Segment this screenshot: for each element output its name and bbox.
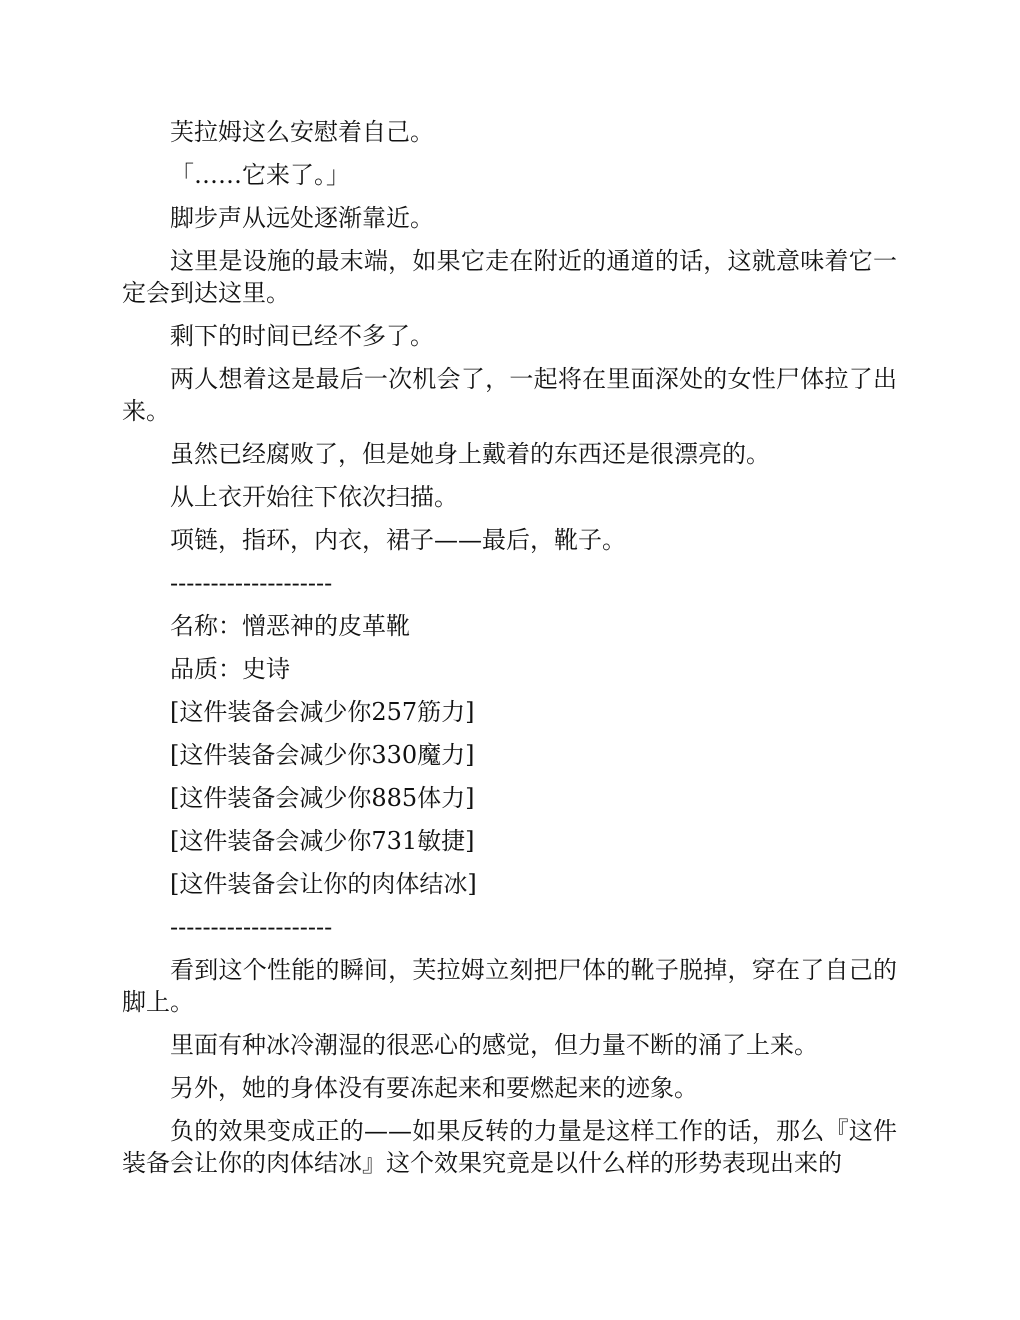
separator-line: -------------------- [170, 569, 333, 597]
paragraph: 负的效果变成正的——如果反转的力量是这样工作的话，那么『这件装备会让你的肉体结冰』这个效果究竟是以什么样的形势表现出来的 [122, 1117, 897, 1177]
paragraph: 两人想着这是最后一次机会了，一起将在里面深处的女性尸体拉了出来。 [122, 365, 897, 425]
item-effect: [这件装备会减少你731敏捷] [170, 827, 475, 855]
item-name: 名称：憎恶神的皮革靴 [170, 612, 410, 640]
item-quality: 品质：史诗 [170, 655, 290, 683]
document-body [122, 116, 897, 1179]
paragraph: 从上衣开始往下依次扫描。 [170, 483, 458, 511]
paragraph: 「……它来了。」 [170, 161, 350, 189]
item-effect: [这件装备会减少你885体力] [170, 784, 475, 812]
paragraph: 芙拉姆这么安慰着自己。 [170, 118, 434, 146]
item-effect: [这件装备会减少你330魔力] [170, 741, 475, 769]
paragraph: 虽然已经腐败了，但是她身上戴着的东西还是很漂亮的。 [170, 440, 770, 468]
separator-line: -------------------- [170, 913, 333, 941]
item-effect: [这件装备会让你的肉体结冰] [170, 870, 477, 898]
paragraph: 另外，她的身体没有要冻起来和要燃起来的迹象。 [170, 1074, 698, 1102]
paragraph: 里面有种冰冷潮湿的很恶心的感觉，但力量不断的涌了上来。 [170, 1031, 818, 1059]
paragraph: 脚步声从远处逐渐靠近。 [170, 204, 434, 232]
item-effect: [这件装备会减少你257筋力] [170, 698, 475, 726]
paragraph: 这里是设施的最末端，如果它走在附近的通道的话，这就意味着它一定会到达这里。 [122, 247, 897, 307]
paragraph: 看到这个性能的瞬间，芙拉姆立刻把尸体的靴子脱掉，穿在了自己的脚上。 [122, 956, 897, 1016]
paragraph: 项链，指环，内衣，裙子——最后，靴子。 [170, 526, 626, 554]
paragraph: 剩下的时间已经不多了。 [170, 322, 434, 350]
